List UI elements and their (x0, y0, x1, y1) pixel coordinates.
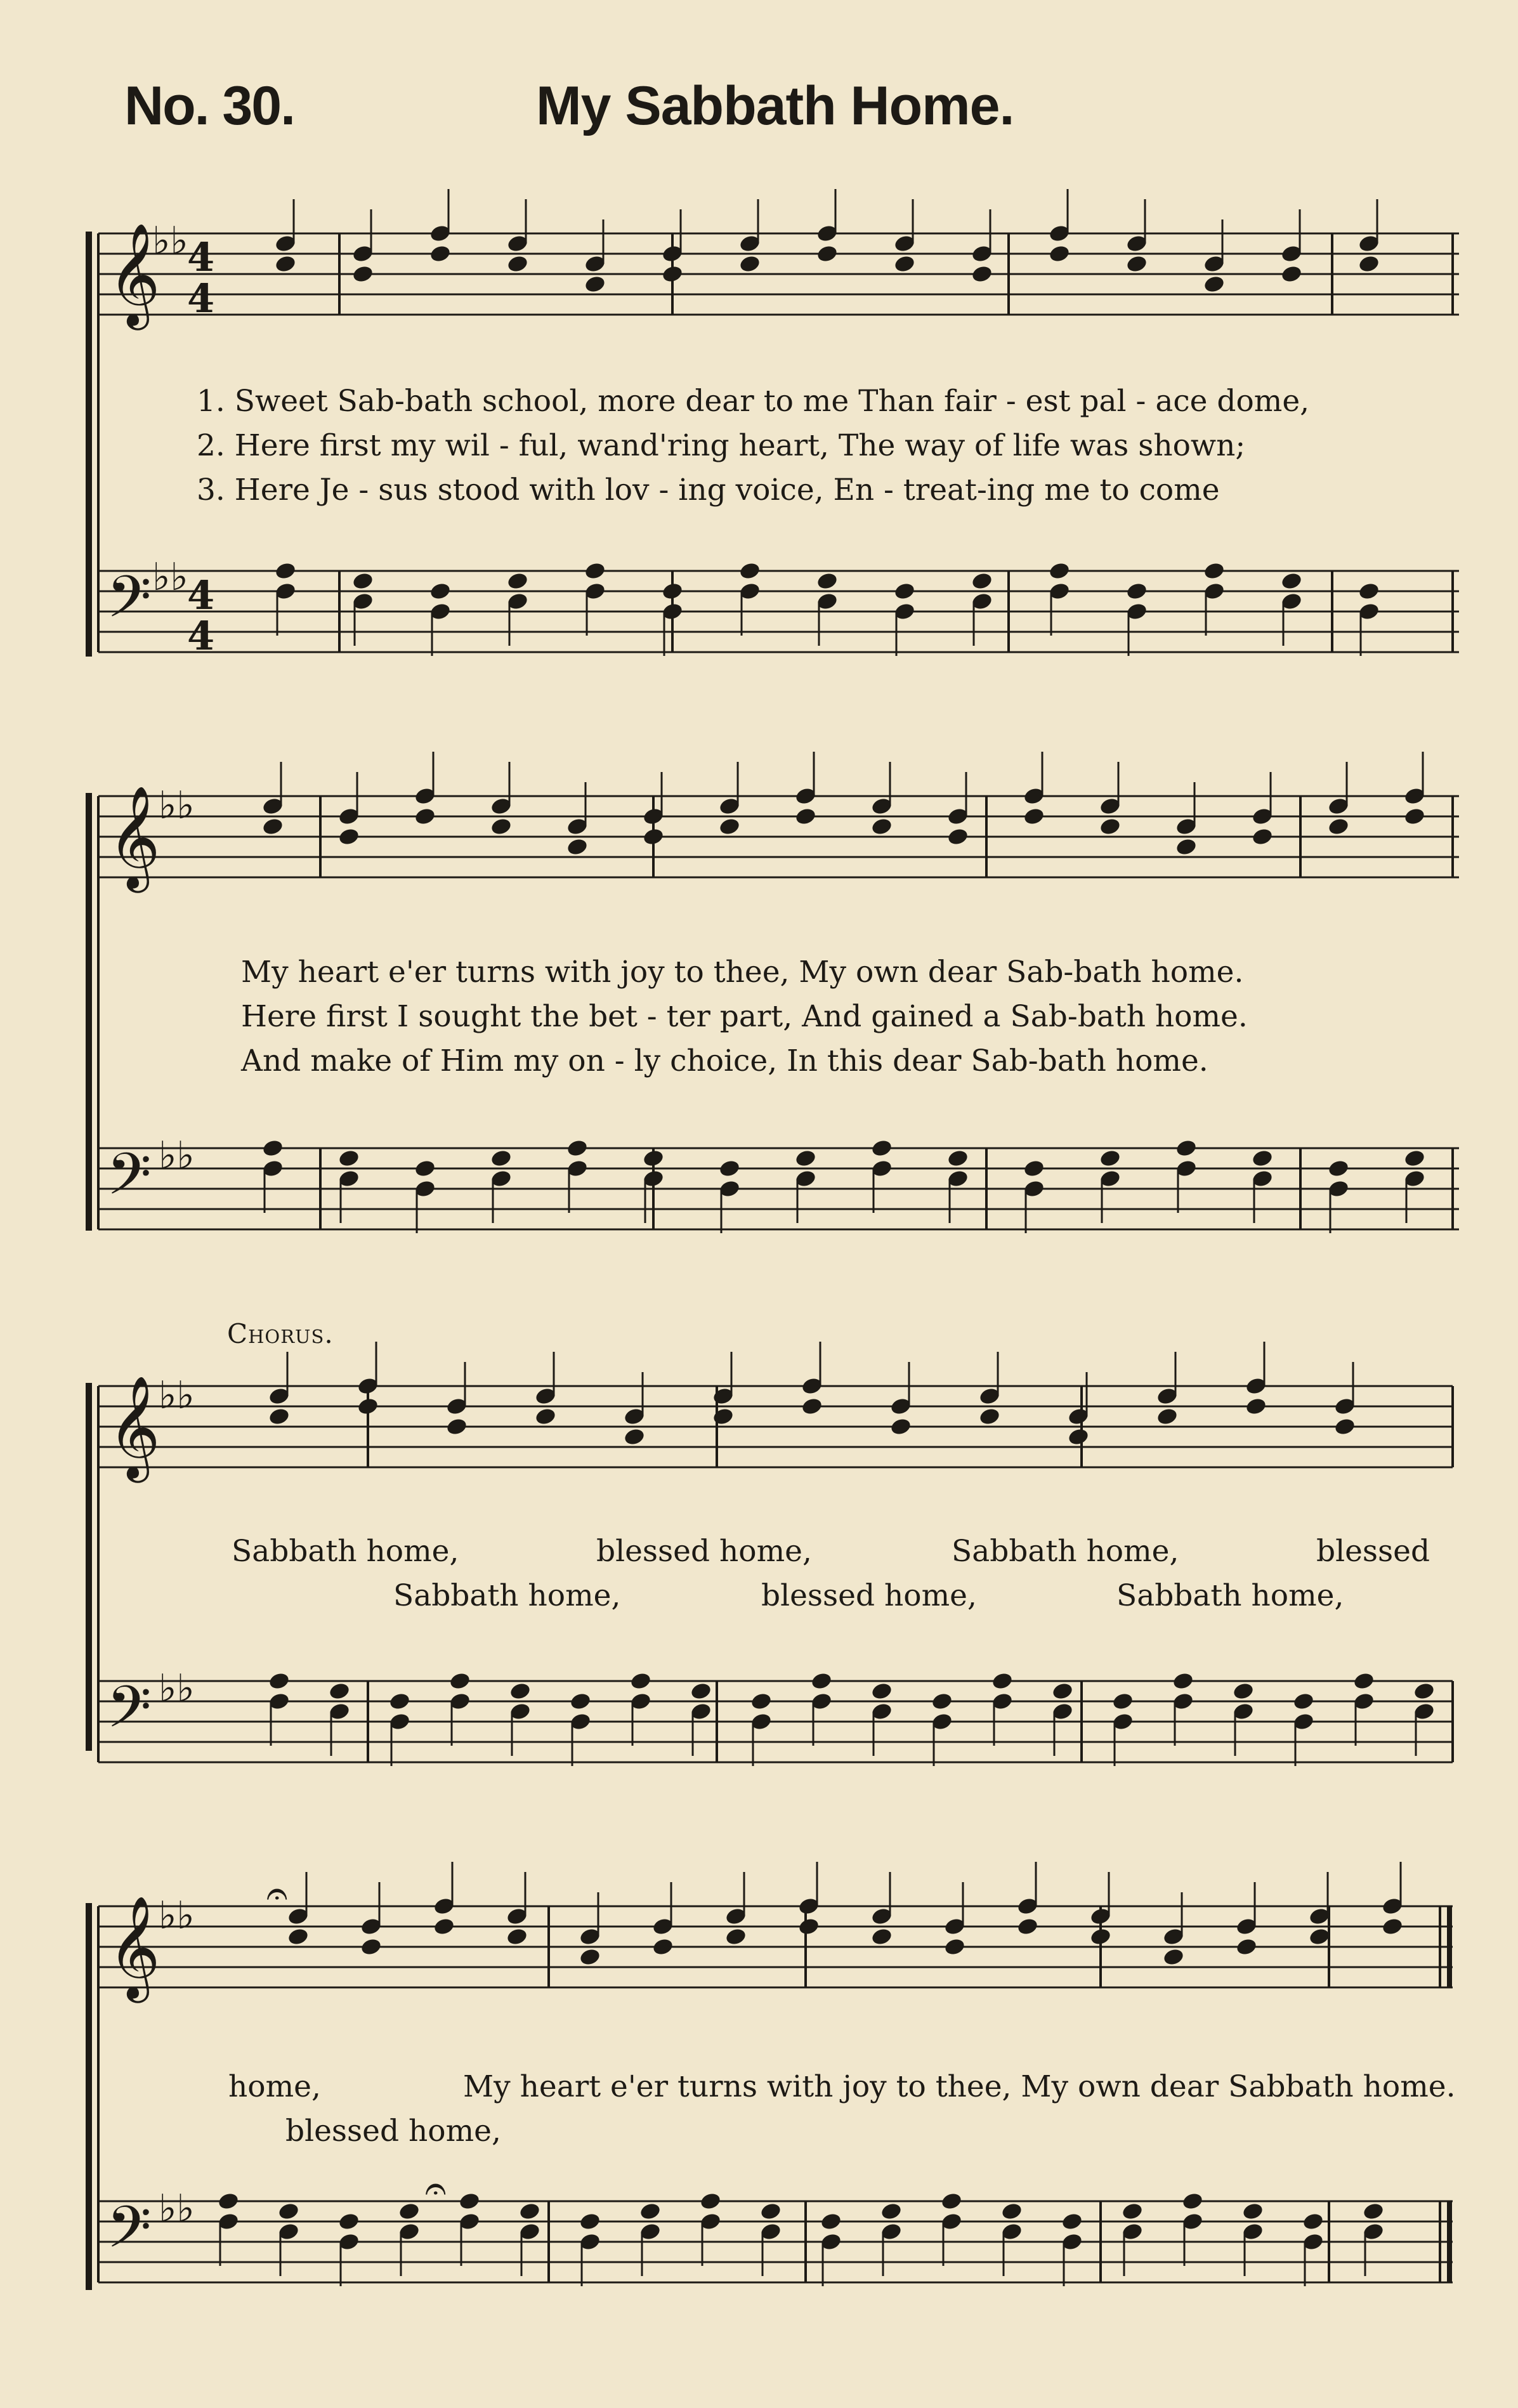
notehead (1327, 1159, 1350, 1179)
notehead (261, 1139, 284, 1158)
chorus-label: Chorus. (227, 1318, 334, 1349)
notehead (1280, 265, 1303, 284)
notehead (458, 2192, 481, 2211)
notehead (820, 2212, 842, 2232)
notehead (690, 1682, 712, 1701)
notehead (518, 2202, 541, 2222)
notehead (357, 1397, 379, 1417)
treble-staff-1 (98, 233, 1459, 315)
notehead (506, 572, 529, 591)
notehead (337, 1149, 360, 1168)
notehead (1302, 2212, 1325, 2232)
bass-notes-row-1 (274, 561, 1380, 656)
notehead (661, 582, 684, 601)
notehead (1156, 1407, 1179, 1427)
chorus-lower-word-3: Sabbath home, (1116, 1578, 1344, 1613)
notehead (360, 1937, 383, 1957)
notehead (642, 1149, 665, 1168)
notehead (337, 2212, 360, 2232)
notehead (1327, 817, 1350, 837)
bass-notes-row-2 (261, 1139, 1426, 1233)
notehead (268, 1407, 291, 1427)
verse-3-line-1: 3. Here Je - sus stood with lov - ing voice, En - treat-ing me to come (197, 473, 1220, 507)
notehead (506, 254, 529, 274)
bass-notes-row-4 (217, 2192, 1385, 2286)
notehead (351, 265, 374, 284)
notehead (261, 817, 284, 837)
notehead (1121, 2202, 1144, 2222)
bass-notes-row-3 (268, 1672, 1436, 1766)
notehead (1125, 582, 1148, 601)
notehead (738, 561, 761, 581)
notehead (217, 2192, 240, 2211)
notehead (1099, 1149, 1122, 1168)
notehead (414, 1159, 436, 1179)
notehead (718, 817, 741, 837)
notehead (287, 1927, 310, 1947)
notehead (1251, 1149, 1274, 1168)
notehead (1051, 1682, 1074, 1701)
bass-clef-icon-2: 𝄢 (107, 1141, 152, 1222)
bass-clef-icon-4: 𝄢 (107, 2194, 152, 2275)
notehead (490, 1149, 513, 1168)
notehead (870, 1927, 893, 1947)
notehead (797, 1917, 820, 1937)
notehead (642, 827, 665, 847)
notehead (1089, 1927, 1112, 1947)
time-sig-top: 4 (187, 234, 215, 280)
chorus-lower-word-2: blessed home, (761, 1578, 977, 1613)
notehead (274, 561, 297, 581)
notehead (1413, 1682, 1436, 1701)
notehead (889, 1417, 912, 1437)
bass-time-sig-bottom: 4 (187, 613, 215, 659)
notehead (566, 837, 589, 857)
notehead (1162, 1947, 1185, 1967)
bass-clef-icon: 𝄢 (107, 563, 152, 645)
notehead (1245, 1397, 1267, 1417)
notehead (810, 1672, 833, 1691)
key-flats-4: ♭♭ (159, 1894, 195, 1938)
final-lower-word-1: blessed home, (285, 2114, 501, 2149)
verse-1-line-2: My heart e'er turns with joy to thee, My own dear Sab-bath home. (241, 955, 1244, 990)
notehead (699, 2192, 722, 2211)
final-upper-line: My heart e'er turns with joy to thee, My own dear Sabbath home. (463, 2069, 1456, 2104)
notehead (277, 2202, 300, 2222)
notehead (1235, 1937, 1258, 1957)
key-flats-3: ♭♭ (159, 1373, 195, 1418)
notehead (1292, 1692, 1315, 1711)
treble-clef-icon-3: 𝄞 (108, 1375, 160, 1479)
notehead (1333, 1417, 1356, 1437)
hymn-title: My Sabbath Home. (536, 75, 1014, 136)
notehead (1280, 572, 1303, 591)
notehead (816, 244, 839, 264)
notehead (931, 1692, 953, 1711)
notehead (509, 1682, 532, 1701)
notehead (506, 1927, 528, 1947)
notehead (724, 1927, 747, 1947)
notehead (1172, 1672, 1194, 1691)
notehead (534, 1407, 557, 1427)
chorus-upper-word-4: blessed (1316, 1534, 1430, 1569)
notehead (1362, 2202, 1385, 2222)
notehead (1403, 807, 1426, 827)
notehead (1358, 254, 1380, 274)
notehead (870, 1682, 893, 1701)
notehead (738, 254, 761, 274)
notehead (1381, 1917, 1404, 1937)
notehead (328, 1682, 351, 1701)
bass-clef-icon-3: 𝄢 (107, 1673, 152, 1755)
verse-3-line-2: And make of Him my on - ly choice, In this dear Sab-bath home. (241, 1044, 1208, 1078)
bass-key-flats-4: ♭♭ (159, 2187, 195, 2231)
notehead (1241, 2202, 1264, 2222)
notehead (801, 1397, 823, 1417)
notehead (1308, 1927, 1331, 1947)
bass-key-flats-2: ♭♭ (159, 1134, 195, 1178)
notehead (1023, 1159, 1045, 1179)
verse-2-line-1: 2. Here first my wil - ful, wand'ring heart, The way of life was shown; (197, 428, 1246, 463)
notehead (991, 1672, 1014, 1691)
notehead (893, 254, 916, 274)
notehead (1232, 1682, 1255, 1701)
notehead (651, 1937, 674, 1957)
fermata-icon-bass: 𝄐 (425, 2166, 447, 2211)
notehead (1125, 254, 1148, 274)
notehead (274, 254, 297, 274)
final-upper-word-1: home, (228, 2069, 321, 2104)
notehead (794, 1149, 817, 1168)
notehead (759, 2202, 782, 2222)
notehead (1358, 582, 1380, 601)
notehead (1403, 1149, 1426, 1168)
notehead (971, 265, 993, 284)
notehead (445, 1417, 468, 1437)
notehead (880, 2202, 903, 2222)
notes-row-3 (268, 1342, 1356, 1446)
chorus-upper-word-2: blessed home, (596, 1534, 812, 1569)
notehead (661, 265, 684, 284)
notehead (718, 1159, 741, 1179)
verse-2-line-2: Here first I sought the bet - ter part, And gained a Sab-bath home. (241, 999, 1248, 1034)
notehead (870, 1139, 893, 1158)
notehead (629, 1672, 652, 1691)
notehead (398, 2202, 421, 2222)
notehead (584, 561, 606, 581)
notehead (429, 582, 452, 601)
notehead (639, 2202, 662, 2222)
system-1 (89, 189, 1459, 659)
notehead (940, 2192, 963, 2211)
treble-clef-icon-2: 𝄞 (108, 785, 160, 889)
notehead (1023, 807, 1045, 827)
notes-row-2 (261, 752, 1426, 856)
notehead (351, 572, 374, 591)
notehead (1067, 1427, 1090, 1447)
notehead (623, 1427, 646, 1447)
key-flats: ♭♭ (152, 219, 188, 263)
notehead (579, 1947, 601, 1967)
notehead (943, 1937, 966, 1957)
time-sig-bottom: 4 (187, 275, 215, 322)
notehead (946, 827, 969, 847)
notehead (1175, 1139, 1198, 1158)
bass-time-sig-top: 4 (187, 572, 215, 618)
notehead (1000, 2202, 1023, 2222)
notehead (448, 1672, 471, 1691)
notehead (1099, 817, 1122, 837)
notehead (1181, 2192, 1204, 2211)
bass-staff-1 (98, 571, 1459, 652)
notehead (712, 1407, 735, 1427)
notehead (816, 572, 839, 591)
notehead (1352, 1672, 1375, 1691)
notehead (1111, 1692, 1134, 1711)
notehead (870, 817, 893, 837)
notehead (566, 1139, 589, 1158)
notehead (1203, 275, 1226, 294)
notehead (794, 807, 817, 827)
notehead (971, 572, 993, 591)
notehead (946, 1149, 969, 1168)
notehead (584, 275, 606, 294)
bass-key-flats-3: ♭♭ (159, 1666, 195, 1711)
notehead (569, 1692, 592, 1711)
notehead (1175, 837, 1198, 857)
notehead (1048, 244, 1071, 264)
hymn-number: No. 30. (124, 75, 294, 136)
fermata-icon: 𝄐 (266, 1871, 288, 1916)
notehead (414, 807, 436, 827)
notehead (268, 1672, 291, 1691)
bass-key-flats: ♭♭ (152, 555, 188, 599)
notehead (433, 1917, 455, 1937)
notehead (1016, 1917, 1039, 1937)
notehead (490, 817, 513, 837)
notehead (579, 2212, 601, 2232)
notes-row-1 (274, 189, 1380, 294)
verse-1-line-1: 1. Sweet Sab-bath school, more dear to me Than fair - est pal - ace dome, (197, 384, 1310, 419)
notehead (1251, 827, 1274, 847)
notehead (1061, 2212, 1083, 2232)
notehead (337, 827, 360, 847)
notehead (893, 582, 916, 601)
notehead (1048, 561, 1071, 581)
notehead (978, 1407, 1001, 1427)
notes-row-4 (287, 1862, 1404, 1966)
notehead (429, 244, 452, 264)
notehead (1203, 561, 1226, 581)
chorus-upper-word-3: Sabbath home, (952, 1534, 1179, 1569)
treble-clef-icon-4: 𝄞 (108, 1895, 160, 1999)
notehead (750, 1692, 773, 1711)
system-2 (89, 752, 1459, 1233)
chorus-lower-word-1: Sabbath home, (393, 1578, 621, 1613)
notehead (388, 1692, 411, 1711)
chorus-upper-word-1: Sabbath home, (232, 1534, 459, 1569)
treble-clef-icon: 𝄞 (108, 223, 160, 326)
key-flats-2: ♭♭ (159, 783, 195, 828)
